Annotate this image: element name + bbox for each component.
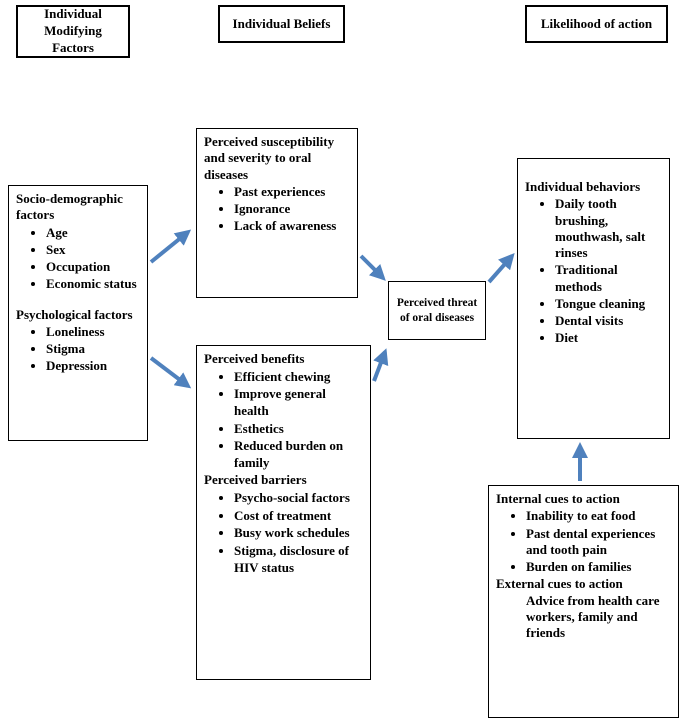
bullet-item: • Busy work schedules bbox=[234, 525, 363, 542]
bullet-item: • Stigma, disclosure of HIV status bbox=[234, 543, 363, 576]
bullet-item: • Cost of treatment bbox=[234, 508, 363, 525]
arrow-socio-to-benefits bbox=[151, 358, 188, 386]
bullet-item: • Past dental experiences and tooth pain bbox=[526, 526, 671, 559]
bullet-item: • Burden on families bbox=[526, 559, 671, 575]
bullet-list bbox=[204, 369, 363, 472]
arrow-susceptibility-to-threat bbox=[361, 256, 383, 278]
box-perceived-threat bbox=[388, 281, 486, 340]
bullet-list bbox=[16, 324, 140, 375]
section-title-susceptibility: Perceived susceptibility and severity to oral diseases bbox=[204, 134, 335, 182]
header-label: Likelihood of action bbox=[540, 15, 653, 31]
bullet-list bbox=[525, 196, 662, 346]
header-likelihood-of-action bbox=[525, 5, 668, 43]
section-title-behaviors: Individual behaviors bbox=[525, 179, 641, 194]
arrow-socio-to-susceptibility bbox=[151, 232, 188, 262]
bullet-item: • Efficient chewing bbox=[234, 369, 363, 386]
bullet-item: • Traditional methods bbox=[555, 262, 662, 295]
bullet-item: • Esthetics bbox=[234, 421, 363, 438]
bullet-item: • Occupation bbox=[46, 259, 140, 275]
bullet-item: • Dental visits bbox=[555, 313, 662, 329]
bullet-item: • Sex bbox=[46, 242, 140, 258]
bullet-list bbox=[496, 508, 671, 575]
bullet-item: • Diet bbox=[555, 330, 662, 346]
header-label: Individual Modifying Factors bbox=[44, 6, 102, 55]
bullet-item: • Improve general health bbox=[234, 386, 363, 419]
section-title-external-cues: External cues to action bbox=[496, 576, 623, 592]
bullet-item: • Depression bbox=[46, 358, 140, 374]
bullet-item: • Tongue cleaning bbox=[555, 296, 662, 312]
section-title-barriers: Perceived barriers bbox=[204, 472, 307, 488]
bullet-item: • Age bbox=[46, 225, 140, 241]
bullet-item: • Inability to eat food bbox=[526, 508, 671, 524]
bullet-item: • Ignorance bbox=[234, 201, 350, 217]
threat-label: Perceived threat of oral diseases bbox=[396, 297, 478, 324]
bullet-item: • Daily tooth brushing, mouthwash, salt rinses bbox=[555, 196, 662, 261]
bullet-item: • Stigma bbox=[46, 341, 140, 357]
bullet-item: • Psycho-social factors bbox=[234, 490, 363, 507]
bullet-list bbox=[204, 184, 350, 235]
section-title-sociodemographic: Socio-demographic factors bbox=[16, 191, 123, 223]
bullet-item: • Loneliness bbox=[46, 324, 140, 340]
bullet-item: • Past experiences bbox=[234, 184, 350, 200]
header-individual-modifying-factors bbox=[16, 5, 130, 58]
bullet-item: • Reduced burden on family bbox=[234, 438, 363, 471]
bullet-item: • Economic status bbox=[46, 276, 140, 292]
external-cues-text: Advice from health care workers, family and friends bbox=[526, 592, 660, 640]
box-sociodemographic-factors bbox=[8, 185, 148, 441]
bullet-list bbox=[204, 490, 363, 576]
section-title-benefits: Perceived benefits bbox=[204, 351, 305, 366]
arrow-threat-to-behaviors bbox=[489, 256, 512, 282]
arrow-benefits-to-threat bbox=[374, 352, 385, 381]
box-cues-to-action bbox=[488, 485, 679, 718]
box-individual-behaviors bbox=[517, 158, 670, 439]
header-label: Individual Beliefs bbox=[232, 15, 331, 31]
bullet-item: • Lack of awareness bbox=[234, 218, 350, 234]
box-benefits-barriers bbox=[196, 345, 371, 680]
header-individual-beliefs bbox=[218, 5, 345, 43]
bullet-list bbox=[16, 225, 140, 293]
section-title-internal-cues: Internal cues to action bbox=[496, 491, 620, 506]
box-perceived-susceptibility bbox=[196, 128, 358, 298]
section-title-psychological: Psychological factors bbox=[16, 306, 133, 322]
